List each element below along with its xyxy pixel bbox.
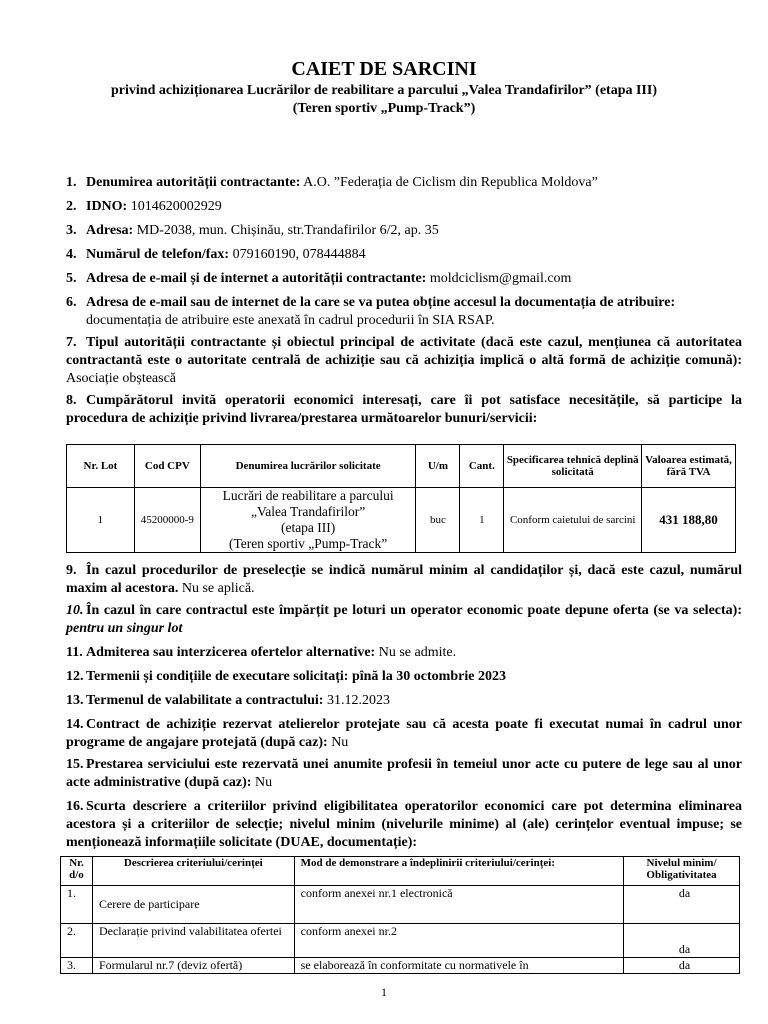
item-11: 11. Admiterea sau interzicerea ofertelor alternative: Nu se admite. [66,645,457,660]
lot-table [66,444,736,553]
table-row: 1. Cerere de participare conform anexei nr.1 electronică da [61,886,740,924]
criteria-table [60,856,740,974]
item-15: 15. Prestarea serviciului este rezervată unei anumite profesii în temeiul unor acte cu putere de lege sau al unor acte administrative (după caz): Nu [66,757,742,790]
page-number: 1 [381,985,387,999]
item-16: 16. Scurta descriere a criteriilor privind eligibilitatea operatorilor economici care pot determina eliminarea acestora și a criteriilor de selecție; nivelul minim (nivelurile minime) al (ale) cerințelor eventual impuse; se menționează informațiile solicitate (DUAE, documentație): [66,799,742,850]
item-10: 10. În cazul în care contractul este împărțit pe loturi un operator economic poate depune oferta (se va selecta): pentru un singur lot [66,603,742,636]
document-subtitle-line1: privind achiziționarea Lucrărilor de reabilitare a parcului „Valea Trandafirilor” (etapa III) [111,83,657,98]
lot-name-cell: Lucrări de reabilitare a parcului „Valea Trandafirilor” (etapa III) (Teren sportiv „Pump-Track” [200,488,416,553]
document-title: CAIET DE SARCINI [291,58,477,80]
table-row: 2. Declarație privind valabilitatea ofertei conform anexei nr.2 da [61,924,740,958]
item-12: 12. Termenii și condițiile de executare solicitați: pînă la 30 octombrie 2023 [66,669,506,684]
item-7: 7. Tipul autorității contractante și obiectul principal de activitate (dacă este cazul, mențiunea că autoritatea contractantă este o autoritate centrală de achiziție sau că achiziția implică o altă formă de achiziție comună): Asociație obștească [66,335,742,386]
item-3: 3. Adresa: MD-2038, mun. Chișinău, str.Trandafirilor 6/2, ap. 35 [66,223,439,238]
item-9: 9. În cazul procedurilor de preselecție se indică numărul minim al candidaților și, dacă este cazul, numărul maxim al acestora. Nu se aplică. [66,563,742,596]
table-row: 1 45200000-9 Lucrări de reabilitare a parcului „Valea Trandafirilor” (etapa III) (Teren sportiv „Pump-Track” buc 1 Conform caietului de sarcini 431 188,80 [67,488,736,553]
item-8: 8. Cumpărătorul invită operatorii economici interesați, care îi pot satisface necesitățile, să participe la procedura de achiziție privind livrarea/prestarea următoarelor bunuri/servicii: [66,393,742,426]
item-4: 4. Numărul de telefon/fax: 079160190, 078444884 [66,247,366,262]
lot-table-header: Nr. Lot Cod CPV Denumirea lucrărilor solicitate U/m Cant. Specificarea tehnică deplină solicitată Valoarea estimată, fără TVA [67,445,736,488]
item-1: 1. Denumirea autorității contractante: A.O. ”Federația de Ciclism din Republica Moldova” [66,175,598,190]
criteria-table-header: Nr. d/o Descrierea criteriului/cerinței Mod de demonstrare a îndeplinirii criteriului/cerinței: Nivelul minim/ Obligativitatea [61,857,740,886]
document-subtitle-line2: (Teren sportiv „Pump-Track”) [292,101,476,116]
item-13: 13. Termenul de valabilitate a contractului: 31.12.2023 [66,693,390,708]
table-row: 3. Formularul nr.7 (deviz ofertă) se elaborează în conformitate cu normativele în da [61,958,740,974]
item-5: 5. Adresa de e-mail și de internet a autorității contractante: moldciclism@gmail.com [66,271,572,286]
item-6: 6. Adresa de e-mail sau de internet de la care se va putea obține accesul la documentația de atribuire: documentația de atribuire este anexată în cadrul procedurii în SIA RSAP. [66,295,676,328]
item-2: 2. IDNO: 1014620002929 [66,199,222,214]
item-14: 14. Contract de achiziție rezervat atelierelor protejate sau că acesta poate fi executat numai în cadrul unor programe de angajare protejată (după caz): Nu [66,717,742,750]
